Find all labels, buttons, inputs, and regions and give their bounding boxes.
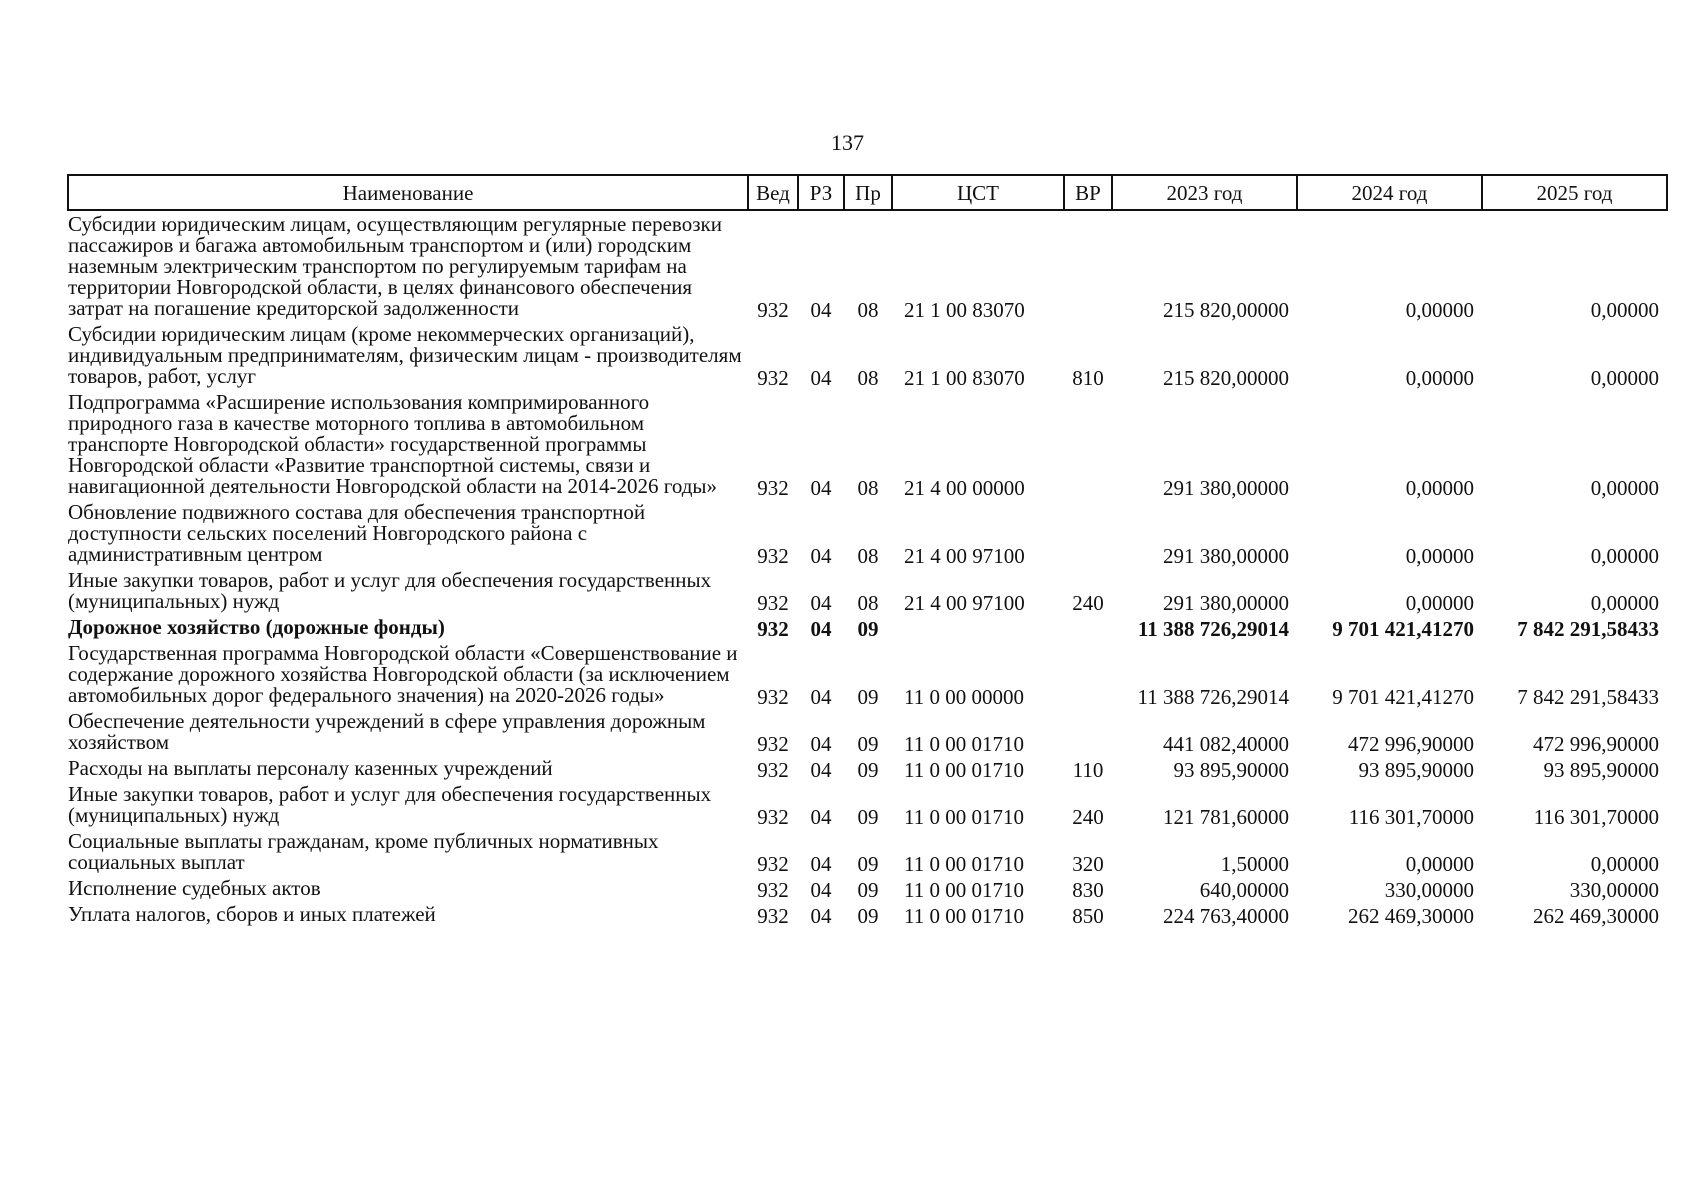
header-2024: 2024 год [1297, 175, 1482, 210]
cell-cst: 21 4 00 97100 [904, 591, 1025, 615]
cell-ved: 932 [757, 591, 789, 615]
cell-2023: 640,00000 [1199, 878, 1289, 902]
cell-cst: 11 0 00 01710 [904, 805, 1024, 829]
cell-rz: 04 [810, 805, 832, 829]
cell-ved: 932 [757, 758, 789, 782]
header-vr: ВР [1064, 175, 1112, 210]
cell-2024: 472 996,90000 [1348, 732, 1474, 756]
cell-2024: 0,00000 [1405, 476, 1474, 500]
cell-2025: 472 996,90000 [1533, 732, 1659, 756]
cell-2025: 330,00000 [1569, 878, 1659, 902]
table-row [68, 567, 1667, 614]
table-row [68, 781, 1667, 828]
cell-rz: 04 [810, 758, 832, 782]
cell-cst: 21 4 00 97100 [904, 544, 1025, 568]
cell-pr: 09 [857, 805, 879, 829]
header-rz: РЗ [798, 175, 844, 210]
cell-ved: 932 [757, 805, 789, 829]
cell-name: Уплата налогов, сборов и иных платежей [68, 902, 436, 926]
cell-cst: 11 0 00 01710 [904, 758, 1024, 782]
cell-cst: 21 1 00 83070 [904, 298, 1025, 322]
cell-rz: 04 [810, 298, 832, 322]
table-row [68, 210, 1667, 321]
cell-vr: 110 [1072, 758, 1104, 782]
cell-rz: 04 [810, 852, 832, 876]
cell-pr: 09 [857, 852, 879, 876]
cell-vr: 240 [1072, 805, 1104, 829]
cell-2025: 262 469,30000 [1533, 904, 1659, 928]
cell-cst: 11 0 00 01710 [904, 904, 1024, 928]
cell-name: Государственная программа Новгородской области «Совершенствование и содержание дорожного хозяйства Новгородской области (за исключением автомобильных дорог федерального значения) на 2020-2026 годы» [68, 641, 738, 707]
cell-cst: 21 4 00 00000 [904, 476, 1025, 500]
cell-rz: 04 [810, 904, 832, 928]
cell-2025: 0,00000 [1590, 852, 1659, 876]
cell-2025: 0,00000 [1590, 591, 1659, 615]
cell-vr: 830 [1072, 878, 1104, 902]
cell-ved: 932 [757, 904, 789, 928]
header-cst: ЦСТ [892, 175, 1064, 210]
cell-name: Обеспечение деятельности учреждений в сфере управления дорожным хозяйством [68, 709, 706, 754]
cell-vr [1064, 708, 1112, 755]
cell-name: Исполнение судебных актов [68, 876, 321, 900]
cell-rz: 04 [810, 685, 832, 709]
cell-ved: 932 [757, 366, 789, 390]
cell-cst: 11 0 00 00000 [904, 685, 1024, 709]
table-row [68, 901, 1667, 927]
cell-2024: 330,00000 [1384, 878, 1474, 902]
cell-2025: 7 842 291,58433 [1517, 685, 1659, 709]
cell-cst: 21 1 00 83070 [904, 366, 1025, 390]
cell-ved: 932 [757, 476, 789, 500]
cell-vr [1064, 640, 1112, 708]
cell-cst: 11 0 00 01710 [904, 852, 1024, 876]
cell-name: Субсидии юридическим лицам (кроме некоммерческих организаций), индивидуальным предпринимателям, физическим лицам - производителям товаров, работ, услуг [68, 322, 742, 388]
cell-ved: 932 [757, 298, 789, 322]
cell-rz: 04 [810, 366, 832, 390]
budget-table [67, 174, 1668, 927]
cell-2025: 0,00000 [1590, 544, 1659, 568]
cell-2024: 0,00000 [1405, 852, 1474, 876]
cell-2024: 0,00000 [1405, 544, 1474, 568]
cell-cst [892, 614, 1064, 640]
cell-name: Расходы на выплаты персоналу казенных учреждений [68, 756, 553, 780]
cell-name: Иные закупки товаров, работ и услуг для обеспечения государственных (муниципальных) нужд [68, 782, 712, 827]
table-row [68, 755, 1667, 781]
cell-2024: 9 701 421,41270 [1332, 617, 1474, 641]
cell-2023: 441 082,40000 [1163, 732, 1289, 756]
cell-2024: 262 469,30000 [1348, 904, 1474, 928]
cell-pr: 09 [857, 732, 879, 756]
cell-ved: 932 [757, 852, 789, 876]
cell-vr: 810 [1072, 366, 1104, 390]
cell-2024: 0,00000 [1405, 298, 1474, 322]
header-name: Наименование [68, 175, 748, 210]
cell-2025: 116 301,70000 [1533, 805, 1659, 829]
header-pr: Пр [844, 175, 892, 210]
cell-rz: 04 [810, 617, 832, 641]
cell-2025: 0,00000 [1590, 298, 1659, 322]
cell-2025: 0,00000 [1590, 476, 1659, 500]
table-body [68, 210, 1667, 927]
cell-rz: 04 [810, 878, 832, 902]
cell-ved: 932 [757, 732, 789, 756]
cell-2024: 0,00000 [1405, 591, 1474, 615]
cell-pr: 08 [857, 591, 879, 615]
header-ved: Вед [748, 175, 798, 210]
cell-2024: 0,00000 [1405, 366, 1474, 390]
cell-2024: 9 701 421,41270 [1332, 685, 1474, 709]
table-row [68, 708, 1667, 755]
cell-name: Субсидии юридическим лицам, осуществляющим регулярные перевозки пассажиров и багажа автомобильным транспортом и (или) городским наземным электрическим транспортом по регулируемым тарифам на территории Новгородской области, в целях финансового обеспечения затрат на погашение кредиторской задолженности [68, 212, 722, 320]
table-row [68, 614, 1667, 640]
cell-pr: 08 [857, 544, 879, 568]
cell-cst: 11 0 00 01710 [904, 878, 1024, 902]
cell-2023: 215 820,00000 [1163, 298, 1289, 322]
cell-name: Подпрограмма «Расширение использования компримированного природного газа в качестве моторного топлива в автомобильном транспорте Новгородской области» государственной программы Новгородской области «Развитие транспортной системы, связи и навигационной деятельности Новгородской области на 2014-2026 годы» [68, 390, 718, 498]
cell-2023: 291 380,00000 [1163, 544, 1289, 568]
cell-ved: 932 [757, 544, 789, 568]
cell-ved: 932 [757, 878, 789, 902]
cell-name: Социальные выплаты гражданам, кроме публичных нормативных социальных выплат [68, 829, 659, 874]
cell-2024: 93 895,90000 [1358, 758, 1474, 782]
cell-2023: 121 781,60000 [1163, 805, 1289, 829]
cell-pr: 09 [857, 685, 879, 709]
table-row [68, 321, 1667, 389]
cell-vr: 240 [1072, 591, 1104, 615]
cell-name: Иные закупки товаров, работ и услуг для обеспечения государственных (муниципальных) нужд [68, 568, 712, 613]
table-row [68, 389, 1667, 499]
cell-ved: 932 [757, 617, 789, 641]
cell-rz: 04 [810, 591, 832, 615]
table-row [68, 875, 1667, 901]
cell-pr: 09 [857, 617, 879, 641]
cell-vr [1064, 499, 1112, 567]
cell-2023: 291 380,00000 [1163, 591, 1289, 615]
cell-pr: 09 [857, 878, 879, 902]
cell-cst: 11 0 00 01710 [904, 732, 1024, 756]
cell-name: Дорожное хозяйство (дорожные фонды) [68, 615, 445, 639]
cell-2023: 291 380,00000 [1163, 476, 1289, 500]
cell-2023: 11 388 726,29014 [1137, 685, 1289, 709]
cell-vr: 850 [1072, 904, 1104, 928]
table-row [68, 640, 1667, 708]
cell-rz: 04 [810, 732, 832, 756]
table-row [68, 828, 1667, 875]
cell-2023: 11 388 726,29014 [1137, 617, 1289, 641]
cell-pr: 09 [857, 758, 879, 782]
cell-rz: 04 [810, 476, 832, 500]
cell-ved: 932 [757, 685, 789, 709]
table-row [68, 499, 1667, 567]
header-2025: 2025 год [1482, 175, 1667, 210]
cell-2025: 7 842 291,58433 [1517, 617, 1659, 641]
cell-name: Обновление подвижного состава для обеспечения транспортной доступности сельских поселений Новгородского района с административным центром [68, 500, 646, 566]
table-header [68, 175, 1667, 210]
cell-rz: 04 [810, 544, 832, 568]
cell-vr: 320 [1072, 852, 1104, 876]
page-number: 137 [831, 130, 864, 155]
cell-2023: 93 895,90000 [1173, 758, 1289, 782]
cell-2025: 93 895,90000 [1543, 758, 1659, 782]
cell-pr: 08 [857, 476, 879, 500]
cell-2023: 215 820,00000 [1163, 366, 1289, 390]
cell-2025: 0,00000 [1590, 366, 1659, 390]
cell-vr [1064, 614, 1112, 640]
cell-2024: 116 301,70000 [1348, 805, 1474, 829]
cell-pr: 08 [857, 366, 879, 390]
cell-2023: 224 763,40000 [1163, 904, 1289, 928]
header-2023: 2023 год [1112, 175, 1297, 210]
cell-pr: 08 [857, 298, 879, 322]
cell-2023: 1,50000 [1220, 852, 1289, 876]
cell-vr [1064, 210, 1112, 321]
cell-vr [1064, 389, 1112, 499]
cell-pr: 09 [857, 904, 879, 928]
